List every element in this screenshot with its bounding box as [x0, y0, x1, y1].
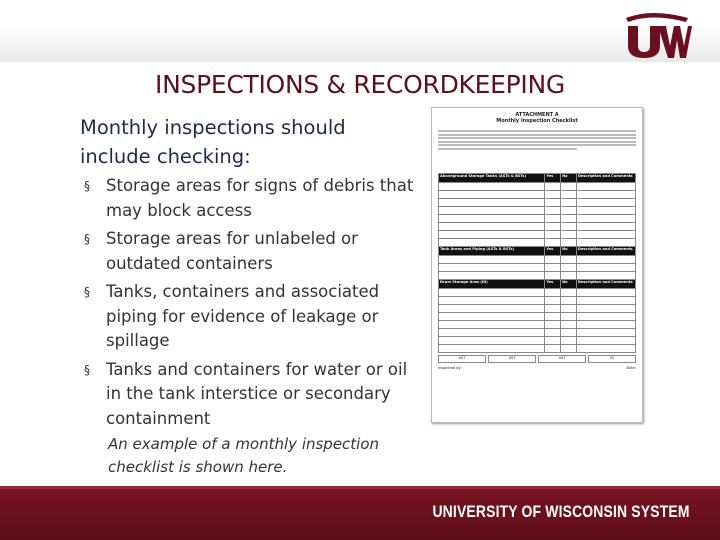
checklist-footer-cells: AST AST AST ID: [438, 355, 636, 363]
list-item: § Storage areas for signs of debris that may block access: [84, 176, 414, 220]
bullet-marker: §: [84, 179, 90, 193]
bullet-marker: §: [84, 362, 90, 377]
checklist-heading: ATTACHMENT A Monthly Inspection Checklist: [496, 112, 578, 124]
footer-bar: [0, 486, 720, 540]
bullet-marker: §: [84, 232, 90, 246]
checklist-table: Aboveground Storage Tanks (ASTs & BSTs) Yes No Description and Comments Tank Areas and Piping (ASTs & BSTs) Yes No Description and Comments Drum Storage Area (ID) Yes No Description and Comments: [438, 173, 636, 353]
checklist-paragraph: [438, 130, 636, 167]
footer-stripe: [0, 486, 720, 489]
uw-logo-icon: [622, 10, 692, 60]
bullet-list: [84, 174, 414, 435]
page-title: INSPECTIONS & RECORDKEEPING: [155, 70, 565, 99]
bullet-marker: §: [84, 285, 90, 299]
list-item: § Tanks and containers for water or oil in the tank interstice or secondary containment: [84, 359, 408, 428]
list-item: § Tanks, containers and associated piping for evidence of leakage or spillage: [84, 282, 380, 350]
checklist-image: [431, 107, 643, 423]
footer-title: UNIVERSITY OF WISCONSIN SYSTEM: [432, 502, 690, 521]
list-item: § Storage areas for unlabeled or outdated containers: [84, 229, 358, 273]
caption-text: An example of a monthly inspection checklist is shown here.: [108, 435, 380, 476]
header-band: [0, 0, 720, 62]
intro-text: Monthly inspections should include checking:: [80, 116, 346, 168]
checklist-signature: Inspected by: Date:: [438, 366, 636, 370]
